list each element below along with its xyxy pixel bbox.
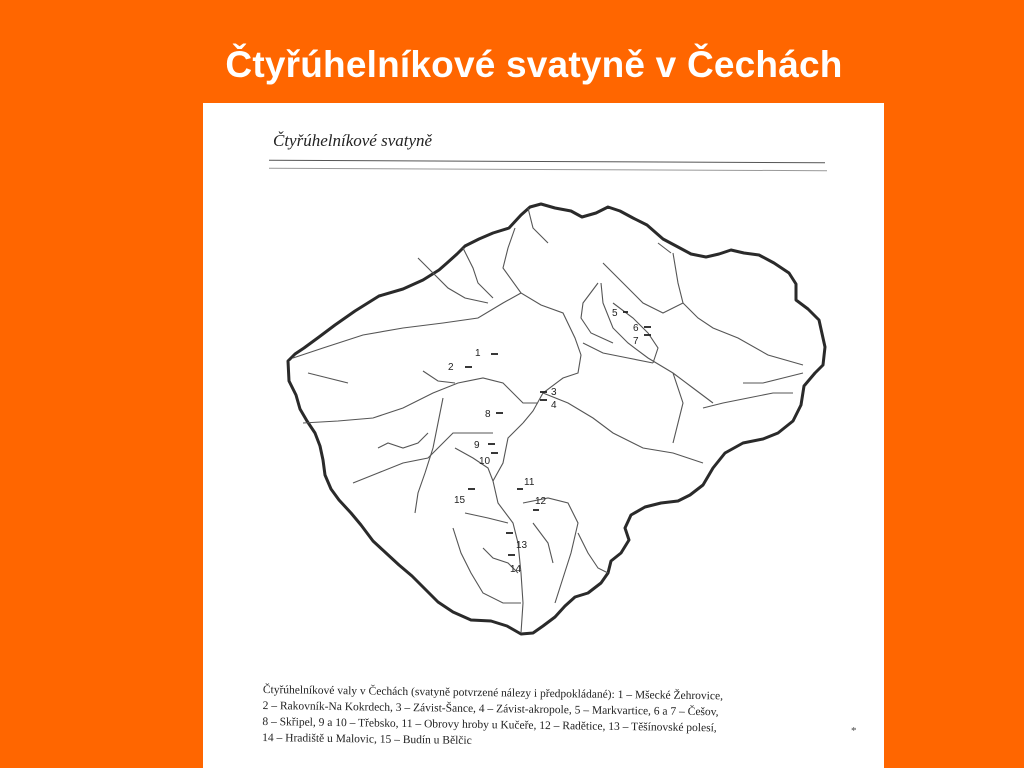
site-label-5: 5 xyxy=(612,308,618,319)
site-labels xyxy=(448,308,639,575)
river-chrudimka xyxy=(581,283,613,343)
site-label-6: 6 xyxy=(633,323,639,334)
river-berounka xyxy=(303,378,538,423)
scanned-map-page xyxy=(203,103,884,768)
site-label-2: 2 xyxy=(448,362,454,373)
site-label-9: 9 xyxy=(474,440,480,451)
site-label-10: 10 xyxy=(479,456,491,467)
river-trib-4 xyxy=(465,513,508,523)
caption-line: Čtyřúhelníkové valy v Čechách (svatyně potvrzené nálezy i předpokládané): 1 – Mšecké Žehrovice, xyxy=(262,683,724,703)
river-sazava xyxy=(543,393,703,463)
river-trib-10 xyxy=(743,373,803,383)
slide-title: Čtyřúhelníkové svatyně v Čechách xyxy=(225,44,843,85)
river-trib-14 xyxy=(583,343,653,363)
map-heading: Čtyřúhelníkové svatyně xyxy=(273,131,433,150)
star-mark: * xyxy=(851,725,857,737)
caption-line: 14 – Hradiště u Malovic, 15 – Budín u Bělčic xyxy=(262,731,472,747)
caption-line: 8 – Skřipel, 9 a 10 – Třebsko, 11 – Obrovy hroby u Kučeře, 12 – Radětice, 13 – Těšínovské polesí, xyxy=(262,715,717,735)
river-vltava xyxy=(493,423,523,633)
river-trib-7 xyxy=(578,533,608,573)
river-trib-1 xyxy=(415,398,443,513)
river-trib-17 xyxy=(308,373,348,383)
river-jizera xyxy=(601,283,713,403)
site-label-8: 8 xyxy=(485,409,491,420)
site-label-1: 1 xyxy=(475,348,481,359)
site-label-14: 14 xyxy=(510,564,522,575)
river-trib-15 xyxy=(603,263,683,313)
map-caption xyxy=(262,682,829,754)
river-trib-9 xyxy=(703,393,793,408)
site-label-15: 15 xyxy=(454,495,466,506)
river-network xyxy=(293,208,803,633)
site-label-11: 11 xyxy=(524,477,535,488)
site-label-3: 3 xyxy=(551,387,557,398)
river-trib-8 xyxy=(673,373,683,443)
bohemia-border xyxy=(288,204,825,634)
river-trib-19 xyxy=(533,523,553,563)
site-label-7: 7 xyxy=(633,336,639,347)
river-trib-12 xyxy=(463,248,493,298)
river-luznice xyxy=(523,498,578,603)
caption-line: 2 – Rakovník-Na Kokrdech, 3 – Závist-Šance, 4 – Závist-akropole, 5 – Markvartice, 6 a 7 – Češov, xyxy=(262,699,719,719)
river-upper-elbe xyxy=(658,243,671,253)
river-elbe xyxy=(503,228,581,423)
site-label-4: 4 xyxy=(551,400,557,411)
river-trib-13 xyxy=(528,208,548,243)
site-label-13: 13 xyxy=(516,540,528,551)
river-trib-2 xyxy=(378,433,428,448)
site-label-12: 12 xyxy=(535,496,547,507)
bohemia-map xyxy=(203,103,884,768)
